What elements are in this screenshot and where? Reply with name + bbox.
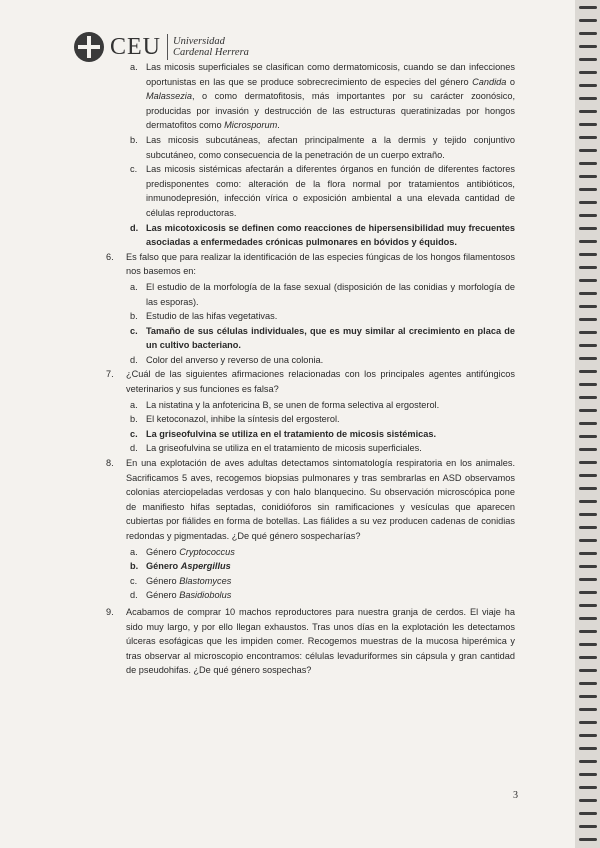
option-letter: a. [130, 62, 138, 72]
option-text: El estudio de la morfología de la fase sexual (disposición de las conidias y morfología de las esporas). [146, 281, 515, 307]
answer-option [100, 441, 515, 456]
option-letter: c. [130, 428, 138, 439]
option-text: La griseofulvina se utiliza en el tratamiento de micosis superficiales. [146, 443, 422, 454]
spiral-ring [579, 643, 597, 646]
spiral-ring [579, 773, 597, 776]
spiral-ring [579, 6, 597, 9]
spiral-ring [579, 786, 597, 789]
option-text: La nistatina y la anfotericina B, se unen de forma selectiva al ergosterol. [146, 399, 440, 410]
option-text: Malassezia [146, 91, 192, 102]
question-text: En una explotación de aves adultas detectamos sintomatología respiratoria en los animales. Sacrificamos 5 aves, recogemos biopsias pulmonares y tras sembrarlas en ASD observamos colonias aterciopeladas verdosas y con halo blanquecino. Su observación microscópica pone de manifiesto hifas septadas, conidióforos sin ramificaciones y vesículas que aparecen cubiertas por fiálides en forma de botellas. Las fiálides a su vez producen cadenas de conidias redondas y pigmentadas. ¿De qué género sospecharías? [126, 458, 515, 541]
option-text: Las micosis sistémicas afectarán a diferentes órganos en función de diferentes factores predisponentes como: alteración de la flora normal por tratamientos antibióticos, inmunodepresión, infección vírica o exposición ambiental a una elevada cantidad de células reproductoras. [146, 164, 515, 218]
answer-option [100, 545, 515, 560]
option-text: El ketoconazol, inhibe la síntesis del ergosterol. [146, 414, 340, 425]
option-text: Las micotoxicosis se definen como reacciones de hipersensibilidad muy frecuentes asociadas a enfermedades crónicas pulmonares en bóvidos y équidos. [146, 222, 515, 248]
option-letter: d. [130, 354, 138, 365]
option-letter: c. [130, 575, 138, 586]
spiral-ring [579, 214, 597, 217]
logo-line-1: Universidad [173, 36, 225, 47]
spiral-ring [579, 136, 597, 139]
question-9 [100, 605, 515, 678]
question-number: 7. [106, 369, 114, 380]
option-letter: c. [130, 325, 138, 336]
question-text: ¿Cuál de las siguientes afirmaciones relacionadas con los principales agentes antifúngicos veterinarios y sus funciones es falsa? [126, 369, 515, 395]
logo-line-2: Cardenal Herrera [173, 47, 249, 58]
spiral-ring [579, 396, 597, 399]
option-text: Cryptococcus [179, 546, 235, 557]
question-8-options [100, 545, 515, 603]
answer-option [100, 221, 515, 250]
spiral-ring [579, 552, 597, 555]
spiral-ring [579, 435, 597, 438]
option-text: Blastomyces [179, 575, 232, 586]
spiral-ring [579, 500, 597, 503]
option-text: Las micosis superficiales se clasifican como dermatomicosis, cuando se dan infecciones oportunistas en las que se produce sobrecrecimiento de especies del género [146, 62, 515, 87]
spiral-ring [579, 487, 597, 490]
spiral-ring [579, 565, 597, 568]
answer-option [100, 324, 515, 353]
spiral-ring [579, 188, 597, 191]
spiral-ring [579, 591, 597, 594]
spiral-ring [579, 149, 597, 152]
question-text: Acabamos de comprar 10 machos reproductores para nuestra granja de cerdos. El viaje ha sido muy largo, y por ello llegan exhaustos. Tras unos días en la explotación les detectamos úlceras esofágicas que les impiden comer. Recogemos muestras de la mucosa hiperémica y tras observar al microscopio encontramos: células levaduriformes sin cápsula y gran cantidad de pseudohifas. ¿De qué género sospechas? [126, 606, 515, 676]
spiral-ring [579, 71, 597, 74]
spiral-ring [579, 32, 597, 35]
spiral-ring [579, 344, 597, 347]
spiral-ring [579, 669, 597, 672]
spiral-ring [579, 175, 597, 178]
spiral-ring [579, 656, 597, 659]
spiral-ring [579, 305, 597, 308]
option-letter: a. [130, 281, 138, 292]
spiral-ring [579, 227, 597, 230]
option-text: Género [146, 590, 180, 601]
spiral-ring [579, 162, 597, 165]
logo-acronym: CEU [110, 33, 161, 60]
spiral-ring [579, 409, 597, 412]
option-letter: a. [130, 546, 138, 557]
option-letter: d. [130, 590, 138, 601]
spiral-ring [579, 253, 597, 256]
spiral-ring [579, 370, 597, 373]
spiral-ring [579, 604, 597, 607]
option-text: Estudio de las hifas vegetativas. [146, 311, 278, 322]
option-text: Género [146, 561, 181, 572]
spiral-ring [579, 539, 597, 542]
option-text: Tamaño de sus células individuales, que es muy similar al crecimiento en placa de un cultivo bacteriano. [146, 325, 515, 351]
spiral-ring [579, 825, 597, 828]
spiral-ring [579, 123, 597, 126]
spiral-ring [579, 812, 597, 815]
logo-university-name [173, 36, 249, 58]
option-letter: b. [130, 561, 139, 572]
spiral-ring [579, 279, 597, 282]
spiral-ring [579, 45, 597, 48]
spiral-ring [579, 578, 597, 581]
answer-option [100, 412, 515, 427]
option-text: , o como dermatofitosis, más importantes por su carácter zoonósico, producidas por invasión y destrucción de las estructuras queratinizadas por hongos dermatofitos como [146, 91, 515, 131]
spiral-ring [579, 474, 597, 477]
spiral-ring [579, 110, 597, 113]
spiral-ring [579, 682, 597, 685]
option-letter: d. [130, 443, 138, 454]
spiral-ring [579, 266, 597, 269]
answer-option [100, 588, 515, 603]
spiral-ring [579, 799, 597, 802]
option-text: Color del anverso y reverso de una colonia. [146, 354, 324, 365]
spiral-ring [579, 513, 597, 516]
spiral-ring [579, 461, 597, 464]
spiral-ring [579, 838, 597, 841]
option-text: o [506, 76, 515, 87]
answer-option [100, 133, 515, 162]
spiral-ring [579, 630, 597, 633]
exam-content [100, 60, 515, 679]
option-text: Basidiobolus [179, 590, 232, 601]
option-letter: c. [130, 164, 138, 175]
spiral-ring [579, 617, 597, 620]
spiral-ring [579, 331, 597, 334]
spiral-ring [579, 695, 597, 698]
answer-option [100, 559, 515, 574]
spiral-ring [579, 422, 597, 425]
question-number: 6. [106, 251, 114, 262]
option-letter: b. [130, 134, 138, 145]
spiral-ring [579, 708, 597, 711]
answer-option [100, 574, 515, 589]
spiral-ring [579, 448, 597, 451]
spiral-binding [575, 0, 600, 848]
answer-option [100, 309, 515, 324]
question-number: 9. [106, 606, 114, 617]
option-text: Las micosis subcutáneas, afectan principalmente a la dermis y tejido conjuntivo subcutáneo, como consecuencia de la penetración de un cuerpo extraño. [146, 134, 515, 160]
question-6 [100, 250, 515, 279]
page-number: 3 [513, 790, 518, 801]
option-text: Género [146, 546, 180, 557]
answer-option [100, 353, 515, 368]
answer-option [100, 427, 515, 442]
option-letter: b. [130, 311, 138, 322]
option-letter: d. [130, 222, 139, 233]
spiral-ring [579, 201, 597, 204]
spiral-ring [579, 97, 597, 100]
question-5-options [100, 60, 515, 250]
option-letter: b. [130, 414, 138, 425]
option-text: Microsporum [224, 120, 278, 131]
spiral-ring [579, 357, 597, 360]
spiral-ring [579, 747, 597, 750]
answer-option [100, 398, 515, 413]
question-number: 8. [106, 458, 114, 469]
answer-option [100, 280, 515, 309]
question-8 [100, 456, 515, 544]
spiral-ring [579, 383, 597, 386]
university-logo [74, 30, 249, 64]
spiral-ring [579, 84, 597, 87]
spiral-ring [579, 760, 597, 763]
option-text: . [277, 120, 280, 131]
logo-divider [167, 34, 168, 60]
question-7 [100, 367, 515, 396]
option-text: Aspergillus [180, 561, 231, 572]
cross-emblem-icon [74, 32, 104, 62]
spiral-ring [579, 19, 597, 22]
option-text: La griseofulvina se utiliza en el tratamiento de micosis sistémicas. [146, 428, 437, 439]
spiral-ring [579, 318, 597, 321]
question-text: Es falso que para realizar la identificación de las especies fúngicas de los hongos filamentosos nos basemos en: [126, 251, 515, 277]
option-text: Candida [472, 76, 507, 87]
question-6-options [100, 280, 515, 368]
spiral-ring [579, 721, 597, 724]
option-text: Género [146, 575, 180, 586]
spiral-ring [579, 526, 597, 529]
option-letter: a. [130, 399, 138, 410]
answer-option [100, 162, 515, 220]
spiral-ring [579, 58, 597, 61]
spiral-ring [579, 292, 597, 295]
spiral-ring [579, 734, 597, 737]
question-7-options [100, 398, 515, 456]
spiral-ring [579, 240, 597, 243]
answer-option [100, 60, 515, 133]
